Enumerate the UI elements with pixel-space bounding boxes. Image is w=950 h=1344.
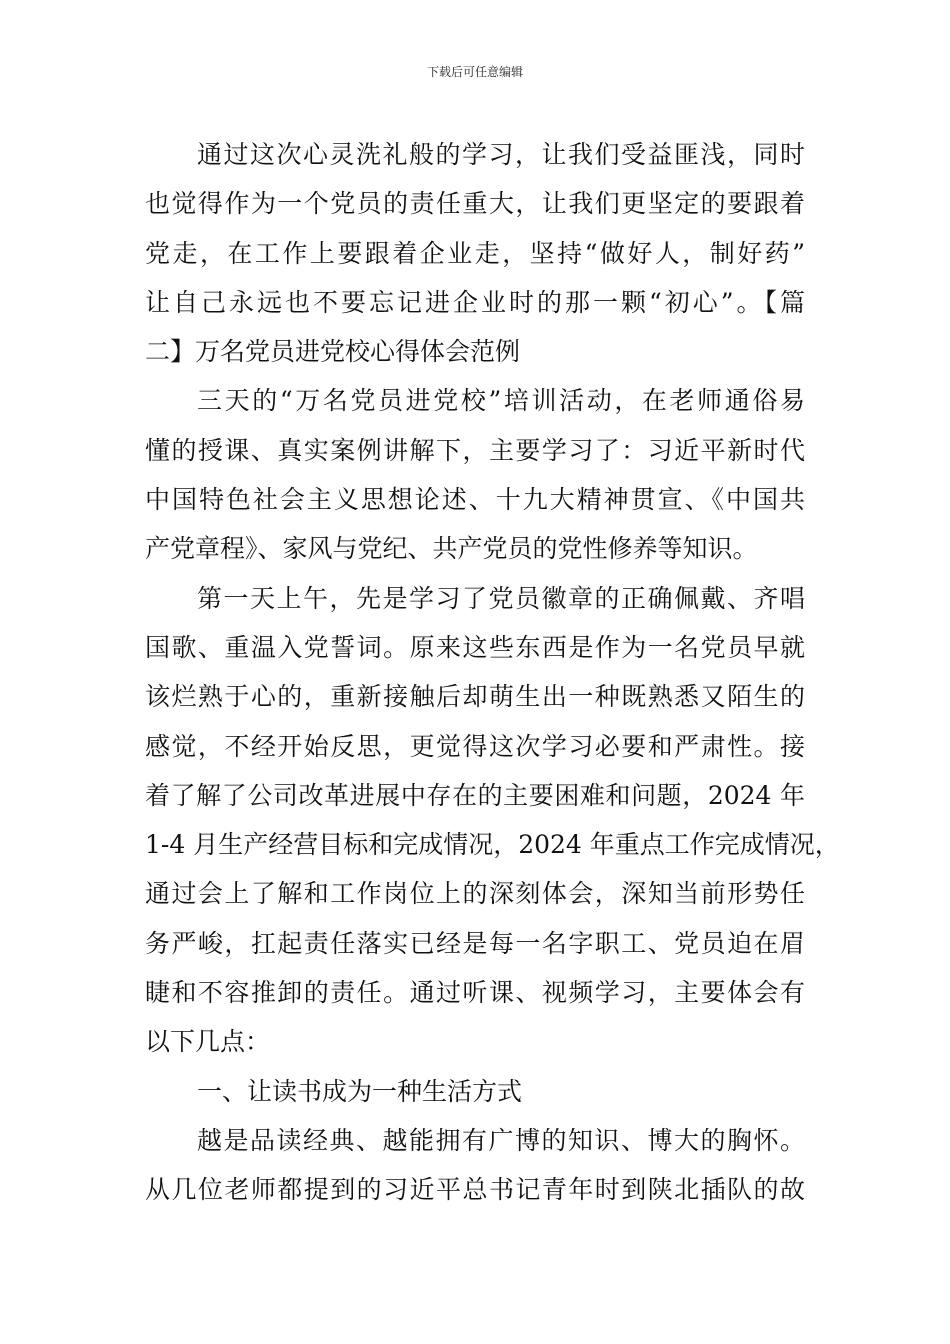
- page-header: 下载后可任意编辑: [426, 65, 523, 79]
- text-line: 着了解了公司改革进展中存在的主要困难和问题，2024 年: [145, 780, 805, 810]
- text-line: 也觉得作为一个党员的责任重大，让我们更坚定的要跟着: [145, 189, 805, 219]
- text-line: 通过这次心灵洗礼般的学习，让我们受益匪浅，同时: [197, 140, 805, 169]
- text-line: 让自己永远也不要忘记进企业时的那一颗“初心”。【篇: [145, 287, 805, 317]
- text-line: 1-4 月生产经营目标和完成情况，2024 年重点工作完成情况，: [145, 830, 840, 860]
- text-line: 第一天上午，先是学习了党员徽章的正确佩戴、齐唱: [197, 583, 805, 613]
- text-line: 中国特色社会主义思想论述、十九大精神贯宣、《中国共: [145, 485, 805, 515]
- text-line: 国歌、重温入党誓词。原来这些东西是作为一名党员早就: [145, 632, 805, 662]
- text-line: 二】万名党员进党校心得体会范例: [145, 337, 521, 367]
- text-line: 感觉，不经开始反思，更觉得这次学习必要和严肃性。接: [145, 731, 805, 761]
- text-line: 懂的授课、真实案例讲解下，主要学习了：习近平新时代: [145, 435, 805, 465]
- text-line: 通过会上了解和工作岗位上的深刻体会，深知当前形势任: [145, 879, 805, 909]
- text-line: 务严峻，扛起责任落实已经是每一名字职工、党员迫在眉: [145, 928, 805, 958]
- document-body: [145, 130, 840, 1215]
- text-line: 三天的“万名党员进党校”培训活动，在老师通俗易: [197, 386, 805, 416]
- text-line: 产党章程》、家风与党纪、共产党员的党性修养等知识。: [145, 534, 758, 564]
- text-line: 以下几点：: [145, 1027, 271, 1057]
- text-line: 党走，在工作上要跟着企业走，坚持“做好人，制好药”: [145, 238, 805, 268]
- section-heading: 一、让读书成为一种生活方式: [197, 1076, 523, 1106]
- text-line: 睫和不容推卸的责任。通过听课、视频学习，主要体会有: [145, 978, 805, 1008]
- text-line: 该烂熟于心的，重新接触后却萌生出一种既熟悉又陌生的: [145, 682, 805, 712]
- text-line: 从几位老师都提到的习近平总书记青年时到陕北插队的故: [145, 1175, 805, 1205]
- text-line: 越是品读经典、越能拥有广博的知识、博大的胸怀。: [197, 1125, 805, 1155]
